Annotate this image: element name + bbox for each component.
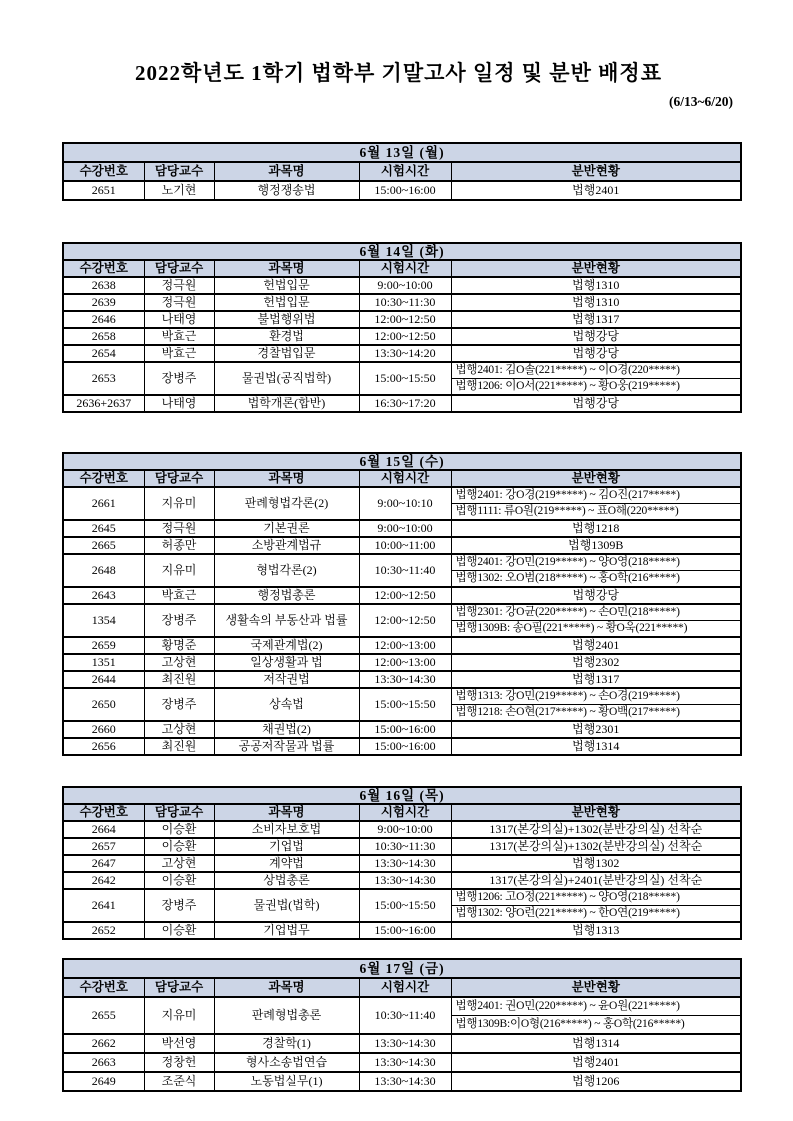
cell-subject: 국제관계법(2)	[214, 637, 359, 654]
table-row	[63, 922, 741, 939]
cell-professor: 정극원	[144, 277, 214, 294]
cell-subject: 기업법무	[214, 922, 359, 939]
column-header: 시험시간	[359, 978, 451, 997]
cell-time: 15:00~16:00	[359, 181, 451, 200]
cell-time: 9:00~10:10	[359, 487, 451, 520]
cell-time: 12:00~13:00	[359, 654, 451, 671]
cell-professor: 이승환	[144, 838, 214, 855]
day-header: 6월 17일 (금)	[63, 959, 741, 978]
table-row	[63, 395, 741, 412]
cell-professor: 정극원	[144, 294, 214, 311]
day-header: 6월 15일 (수)	[63, 453, 741, 470]
table-row	[63, 587, 741, 604]
cell-no: 1354	[63, 604, 144, 637]
cell-subject: 경찰학(1)	[214, 1034, 359, 1053]
cell-time: 12:00~12:50	[359, 587, 451, 604]
cell-section-status: 법행1317	[451, 671, 741, 688]
cell-professor: 허종만	[144, 537, 214, 554]
column-header: 담당교수	[144, 162, 214, 181]
cell-time: 10:00~11:00	[359, 537, 451, 554]
cell-time: 10:30~11:40	[359, 997, 451, 1034]
cell-professor: 이승환	[144, 821, 214, 838]
cell-section-status: 법행강당	[451, 345, 741, 362]
cell-time: 15:00~16:00	[359, 738, 451, 755]
cell-no: 2657	[63, 838, 144, 855]
cell-time: 15:00~16:00	[359, 721, 451, 738]
column-header: 분반현황	[451, 804, 741, 821]
exam-schedule-table	[62, 452, 742, 756]
cell-section-status: 법행2401: 권O민(220*****) ~ 윤O원(221*****)	[451, 997, 741, 1016]
cell-no: 2652	[63, 922, 144, 939]
cell-time: 15:00~16:00	[359, 922, 451, 939]
cell-section-status: 법행1309B:이O형(216*****) ~ 홍O학(216*****)	[451, 1016, 741, 1035]
cell-subject: 법학개론(합반)	[214, 395, 359, 412]
cell-subject: 공공저작물과 법률	[214, 738, 359, 755]
cell-no: 2661	[63, 487, 144, 520]
cell-professor: 지유미	[144, 554, 214, 587]
table-row	[63, 1072, 741, 1091]
cell-time: 16:30~17:20	[359, 395, 451, 412]
cell-professor: 장병주	[144, 889, 214, 922]
cell-section-status: 법행1314	[451, 738, 741, 755]
page-title: 2022학년도 1학기 법학부 기말고사 일정 및 분반 배정표	[135, 61, 662, 85]
cell-no: 2649	[63, 1072, 144, 1091]
column-header: 담당교수	[144, 470, 214, 487]
table-row	[63, 838, 741, 855]
cell-no: 2644	[63, 671, 144, 688]
cell-section-status: 1317(본강의실)+1302(분반강의실) 선착순	[451, 821, 741, 838]
exam-schedule-table	[62, 142, 742, 201]
cell-no: 2638	[63, 277, 144, 294]
cell-section-status: 법행2401	[451, 181, 741, 200]
day-header: 6월 16일 (목)	[63, 787, 741, 804]
cell-professor: 정창헌	[144, 1053, 214, 1072]
cell-subject: 저작권법	[214, 671, 359, 688]
table-row	[63, 181, 741, 200]
cell-subject: 판례형법각론(2)	[214, 487, 359, 520]
table-row	[63, 328, 741, 345]
table-row	[63, 277, 741, 294]
cell-section-status: 법행1302: 오O범(218*****) ~ 홍O학(216*****)	[451, 571, 741, 588]
column-header: 과목명	[214, 260, 359, 277]
cell-time: 13:30~14:30	[359, 855, 451, 872]
column-header: 수강번호	[63, 978, 144, 997]
cell-section-status: 법행1302	[451, 855, 741, 872]
cell-professor: 고상현	[144, 855, 214, 872]
cell-section-status: 법행1309B	[451, 537, 741, 554]
day-header: 6월 13일 (월)	[63, 143, 741, 162]
cell-no: 2641	[63, 889, 144, 922]
cell-professor: 노기현	[144, 181, 214, 200]
cell-professor: 박효근	[144, 328, 214, 345]
cell-professor: 박효근	[144, 587, 214, 604]
table-row	[63, 554, 741, 571]
cell-subject: 소방관계법규	[214, 537, 359, 554]
cell-time: 9:00~10:00	[359, 821, 451, 838]
cell-subject: 일상생활과 법	[214, 654, 359, 671]
cell-no: 2651	[63, 181, 144, 200]
cell-section-status: 법행2301: 강O균(220*****) ~ 손O민(218*****)	[451, 604, 741, 621]
cell-time: 15:00~15:50	[359, 889, 451, 922]
cell-subject: 상속법	[214, 688, 359, 721]
cell-time: 10:30~11:30	[359, 838, 451, 855]
column-header: 분반현황	[451, 978, 741, 997]
column-header: 분반현황	[451, 260, 741, 277]
cell-no: 2664	[63, 821, 144, 838]
column-header: 과목명	[214, 804, 359, 821]
cell-subject: 계약법	[214, 855, 359, 872]
cell-subject: 물권법(공직법학)	[214, 362, 359, 395]
cell-time: 13:30~14:30	[359, 1034, 451, 1053]
cell-section-status: 법행2301	[451, 721, 741, 738]
cell-time: 9:00~10:00	[359, 520, 451, 537]
tables-area	[62, 142, 735, 1092]
cell-no: 2658	[63, 328, 144, 345]
column-header: 과목명	[214, 978, 359, 997]
cell-subject: 경찰법입문	[214, 345, 359, 362]
column-header: 담당교수	[144, 978, 214, 997]
table-row	[63, 738, 741, 755]
cell-section-status: 법행1310	[451, 294, 741, 311]
column-header: 분반현황	[451, 470, 741, 487]
cell-no: 2665	[63, 537, 144, 554]
cell-no: 2648	[63, 554, 144, 587]
cell-section-status: 법행1206: 고O정(221*****) ~ 양O영(218*****)	[451, 889, 741, 906]
cell-time: 12:00~13:00	[359, 637, 451, 654]
cell-section-status: 1317(본강의실)+2401(분반강의실) 선착순	[451, 872, 741, 889]
cell-section-status: 1317(본강의실)+1302(분반강의실) 선착순	[451, 838, 741, 855]
cell-subject: 환경법	[214, 328, 359, 345]
cell-subject: 소비자보호법	[214, 821, 359, 838]
cell-no: 2643	[63, 587, 144, 604]
table-row	[63, 637, 741, 654]
cell-no: 2646	[63, 311, 144, 328]
cell-section-status: 법행1314	[451, 1034, 741, 1053]
cell-time: 13:30~14:30	[359, 872, 451, 889]
cell-no: 2656	[63, 738, 144, 755]
cell-professor: 이승환	[144, 872, 214, 889]
column-header: 담당교수	[144, 260, 214, 277]
cell-no: 2650	[63, 688, 144, 721]
cell-section-status: 법행1206: 이O서(221*****) ~ 황O웅(219*****)	[451, 379, 741, 396]
table-row	[63, 345, 741, 362]
cell-no: 2639	[63, 294, 144, 311]
cell-section-status: 법행1313	[451, 922, 741, 939]
column-header: 수강번호	[63, 260, 144, 277]
cell-no: 2653	[63, 362, 144, 395]
cell-time: 13:30~14:30	[359, 1072, 451, 1091]
cell-time: 13:30~14:30	[359, 671, 451, 688]
cell-subject: 채권법(2)	[214, 721, 359, 738]
cell-section-status: 법행1111: 류O원(219*****) ~ 표O해(220*****)	[451, 504, 741, 521]
cell-section-status: 법행1313: 강O민(219*****) ~ 손O경(219*****)	[451, 688, 741, 705]
cell-time: 15:00~15:50	[359, 362, 451, 395]
cell-professor: 박선영	[144, 1034, 214, 1053]
column-header: 시험시간	[359, 260, 451, 277]
cell-section-status: 법행2401: 김O솔(221*****) ~ 이O경(220*****)	[451, 362, 741, 379]
cell-time: 12:00~12:50	[359, 311, 451, 328]
table-row	[63, 1034, 741, 1053]
cell-professor: 조준식	[144, 1072, 214, 1091]
column-header: 과목명	[214, 470, 359, 487]
table-row	[63, 721, 741, 738]
column-header: 수강번호	[63, 470, 144, 487]
cell-section-status: 법행강당	[451, 395, 741, 412]
table-row	[63, 671, 741, 688]
cell-no: 1351	[63, 654, 144, 671]
cell-time: 12:00~12:50	[359, 604, 451, 637]
cell-subject: 행정법총론	[214, 587, 359, 604]
cell-professor: 나태영	[144, 311, 214, 328]
cell-subject: 판례형법총론	[214, 997, 359, 1034]
exam-schedule-table	[62, 242, 742, 413]
column-header: 분반현황	[451, 162, 741, 181]
cell-subject: 상법총론	[214, 872, 359, 889]
table-row	[63, 872, 741, 889]
cell-section-status: 법행2401	[451, 637, 741, 654]
table-row	[63, 688, 741, 705]
cell-professor: 최진원	[144, 671, 214, 688]
cell-professor: 정극원	[144, 520, 214, 537]
cell-no: 2655	[63, 997, 144, 1034]
table-row	[63, 821, 741, 838]
cell-section-status: 법행1310	[451, 277, 741, 294]
cell-subject: 물권법(법학)	[214, 889, 359, 922]
table-row	[63, 537, 741, 554]
column-header: 시험시간	[359, 804, 451, 821]
cell-time: 10:30~11:40	[359, 554, 451, 587]
cell-professor: 황명준	[144, 637, 214, 654]
cell-professor: 고상현	[144, 721, 214, 738]
table-row	[63, 855, 741, 872]
cell-section-status: 법행2302	[451, 654, 741, 671]
cell-section-status: 법행2401	[451, 1053, 741, 1072]
cell-no: 2636+2637	[63, 395, 144, 412]
table-row	[63, 487, 741, 504]
cell-section-status: 법행1206	[451, 1072, 741, 1091]
column-header: 담당교수	[144, 804, 214, 821]
cell-section-status: 법행2401: 강O민(219*****) ~ 양O영(218*****)	[451, 554, 741, 571]
table-row	[63, 520, 741, 537]
cell-time: 10:30~11:30	[359, 294, 451, 311]
cell-section-status: 법행1218	[451, 520, 741, 537]
cell-no: 2660	[63, 721, 144, 738]
cell-subject: 행정쟁송법	[214, 181, 359, 200]
cell-professor: 고상현	[144, 654, 214, 671]
cell-professor: 장병주	[144, 604, 214, 637]
table-row	[63, 604, 741, 621]
cell-no: 2659	[63, 637, 144, 654]
cell-subject: 노동법실무(1)	[214, 1072, 359, 1091]
column-header: 시험시간	[359, 470, 451, 487]
cell-no: 2642	[63, 872, 144, 889]
cell-no: 2663	[63, 1053, 144, 1072]
column-header: 수강번호	[63, 804, 144, 821]
cell-no: 2654	[63, 345, 144, 362]
cell-subject: 기업법	[214, 838, 359, 855]
cell-subject: 형사소송법연습	[214, 1053, 359, 1072]
cell-no: 2662	[63, 1034, 144, 1053]
cell-section-status: 법행1317	[451, 311, 741, 328]
table-row	[63, 654, 741, 671]
cell-subject: 불법행위법	[214, 311, 359, 328]
day-header: 6월 14일 (화)	[63, 243, 741, 260]
column-header: 시험시간	[359, 162, 451, 181]
cell-time: 13:30~14:30	[359, 1053, 451, 1072]
cell-section-status: 법행강당	[451, 328, 741, 345]
cell-professor: 최진원	[144, 738, 214, 755]
cell-professor: 나태영	[144, 395, 214, 412]
cell-subject: 생활속의 부동산과 법률	[214, 604, 359, 637]
table-row	[63, 889, 741, 906]
date-range: (6/13~6/20)	[668, 94, 733, 109]
cell-professor: 장병주	[144, 362, 214, 395]
table-row	[63, 997, 741, 1016]
cell-time: 9:00~10:00	[359, 277, 451, 294]
cell-section-status: 법행1218: 손O현(217*****) ~ 황O백(217*****)	[451, 705, 741, 722]
cell-subject: 기본권론	[214, 520, 359, 537]
cell-no: 2647	[63, 855, 144, 872]
exam-schedule-table	[62, 958, 742, 1092]
cell-section-status: 법행2401: 강O경(219*****) ~ 김O진(217*****)	[451, 487, 741, 504]
cell-subject: 형법각론(2)	[214, 554, 359, 587]
table-row	[63, 311, 741, 328]
cell-professor: 장병주	[144, 688, 214, 721]
exam-schedule-table	[62, 786, 742, 940]
cell-time: 12:00~12:50	[359, 328, 451, 345]
cell-time: 15:00~15:50	[359, 688, 451, 721]
table-row	[63, 294, 741, 311]
column-header: 과목명	[214, 162, 359, 181]
cell-no: 2645	[63, 520, 144, 537]
column-header: 수강번호	[63, 162, 144, 181]
cell-section-status: 법행강당	[451, 587, 741, 604]
cell-professor: 지유미	[144, 487, 214, 520]
cell-section-status: 법행1309B: 송O필(221*****) ~ 황O욱(221*****)	[451, 621, 741, 638]
table-row	[63, 1053, 741, 1072]
cell-professor: 지유미	[144, 997, 214, 1034]
table-row	[63, 362, 741, 379]
cell-section-status: 법행1302: 양O런(221*****) ~ 한O연(219*****)	[451, 906, 741, 923]
cell-subject: 헌법입문	[214, 294, 359, 311]
cell-time: 13:30~14:20	[359, 345, 451, 362]
cell-professor: 박효근	[144, 345, 214, 362]
cell-professor: 이승환	[144, 922, 214, 939]
cell-subject: 헌법입문	[214, 277, 359, 294]
